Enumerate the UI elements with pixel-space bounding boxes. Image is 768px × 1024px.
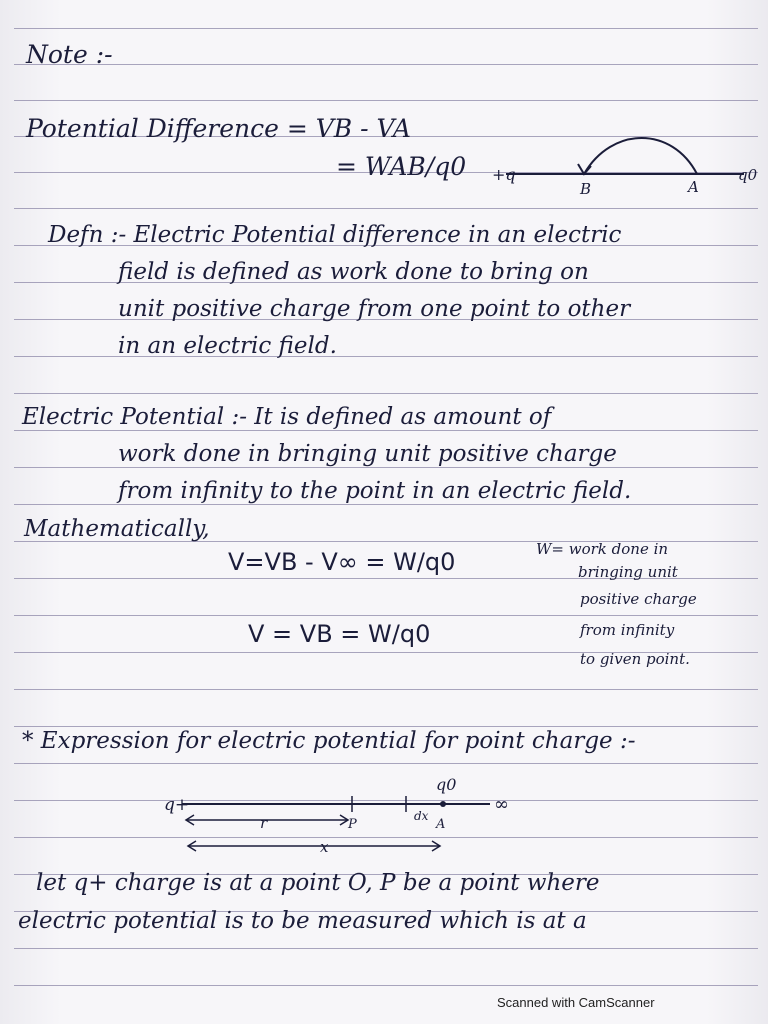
definition-line1: Defn :- Electric Potential difference in an electric xyxy=(48,222,622,248)
ruled-line xyxy=(14,64,758,65)
expression-heading: * Expression for electric potential for point charge :- xyxy=(22,728,636,754)
ruled-line xyxy=(14,985,758,986)
diagram1-right-label: q0 xyxy=(738,166,758,184)
ruled-line xyxy=(14,504,758,505)
test-charge-point xyxy=(440,801,446,807)
side-note-line3: positive charge xyxy=(580,590,697,608)
ruled-line xyxy=(14,763,758,764)
note-heading: Note :- xyxy=(26,40,113,69)
potential-difference-line1: Potential Difference = VB - VA xyxy=(26,114,411,143)
ruled-line xyxy=(14,28,758,29)
bottom-text-line2: electric potential is to be measured which is at a xyxy=(18,908,587,934)
ruled-line xyxy=(14,726,758,727)
definition-line3: unit positive charge from one point to other xyxy=(118,296,631,322)
test-charge-label: q0 xyxy=(436,775,457,794)
electric-potential-line1: Electric Potential :- It is defined as amount of xyxy=(22,404,552,430)
diagram1-point-b: B xyxy=(580,180,592,198)
ruled-line xyxy=(14,208,758,209)
infinity-label: ∞ xyxy=(494,794,509,815)
ruled-line xyxy=(14,948,758,949)
side-note-line5: to given point. xyxy=(580,650,690,668)
ruled-line xyxy=(14,467,758,468)
p-label: P xyxy=(348,817,357,832)
point-charge-diagram xyxy=(160,776,540,856)
work-arc xyxy=(584,138,697,174)
equation-1: V=VB - V∞ = W/q0 xyxy=(228,548,456,576)
equation-2: V = VB = W/q0 xyxy=(248,620,431,648)
r-label: r xyxy=(260,814,268,832)
scanner-watermark: Scanned with CamScanner xyxy=(497,995,655,1010)
side-note-line4: from infinity xyxy=(580,621,675,639)
mathematically-heading: Mathematically, xyxy=(24,516,210,542)
side-note-line1: W= work done in xyxy=(536,540,669,558)
charge-arc-diagram xyxy=(492,138,768,198)
electric-potential-line2: work done in bringing unit positive charge xyxy=(118,441,617,467)
ruled-line xyxy=(14,689,758,690)
diagram1-left-label: +q xyxy=(492,165,516,184)
ruled-line xyxy=(14,393,758,394)
definition-line4: in an electric field. xyxy=(118,333,337,359)
ruled-line xyxy=(14,100,758,101)
diagram1-point-a: A xyxy=(688,178,699,196)
ruled-line xyxy=(14,430,758,431)
electric-potential-line3: from infinity to the point in an electric field. xyxy=(118,478,632,504)
a-label: A xyxy=(436,817,446,832)
side-note-line2: bringing unit xyxy=(578,563,678,581)
dx-label: dx xyxy=(414,809,429,823)
source-charge-label: q+ xyxy=(164,795,190,815)
potential-difference-line2: = WAB/q0 xyxy=(336,152,467,181)
definition-line2: field is defined as work done to bring on xyxy=(118,259,589,285)
bottom-text-line1: let q+ charge is at a point O, P be a point where xyxy=(36,870,600,896)
ruled-line xyxy=(14,615,758,616)
x-label: x xyxy=(320,838,329,856)
